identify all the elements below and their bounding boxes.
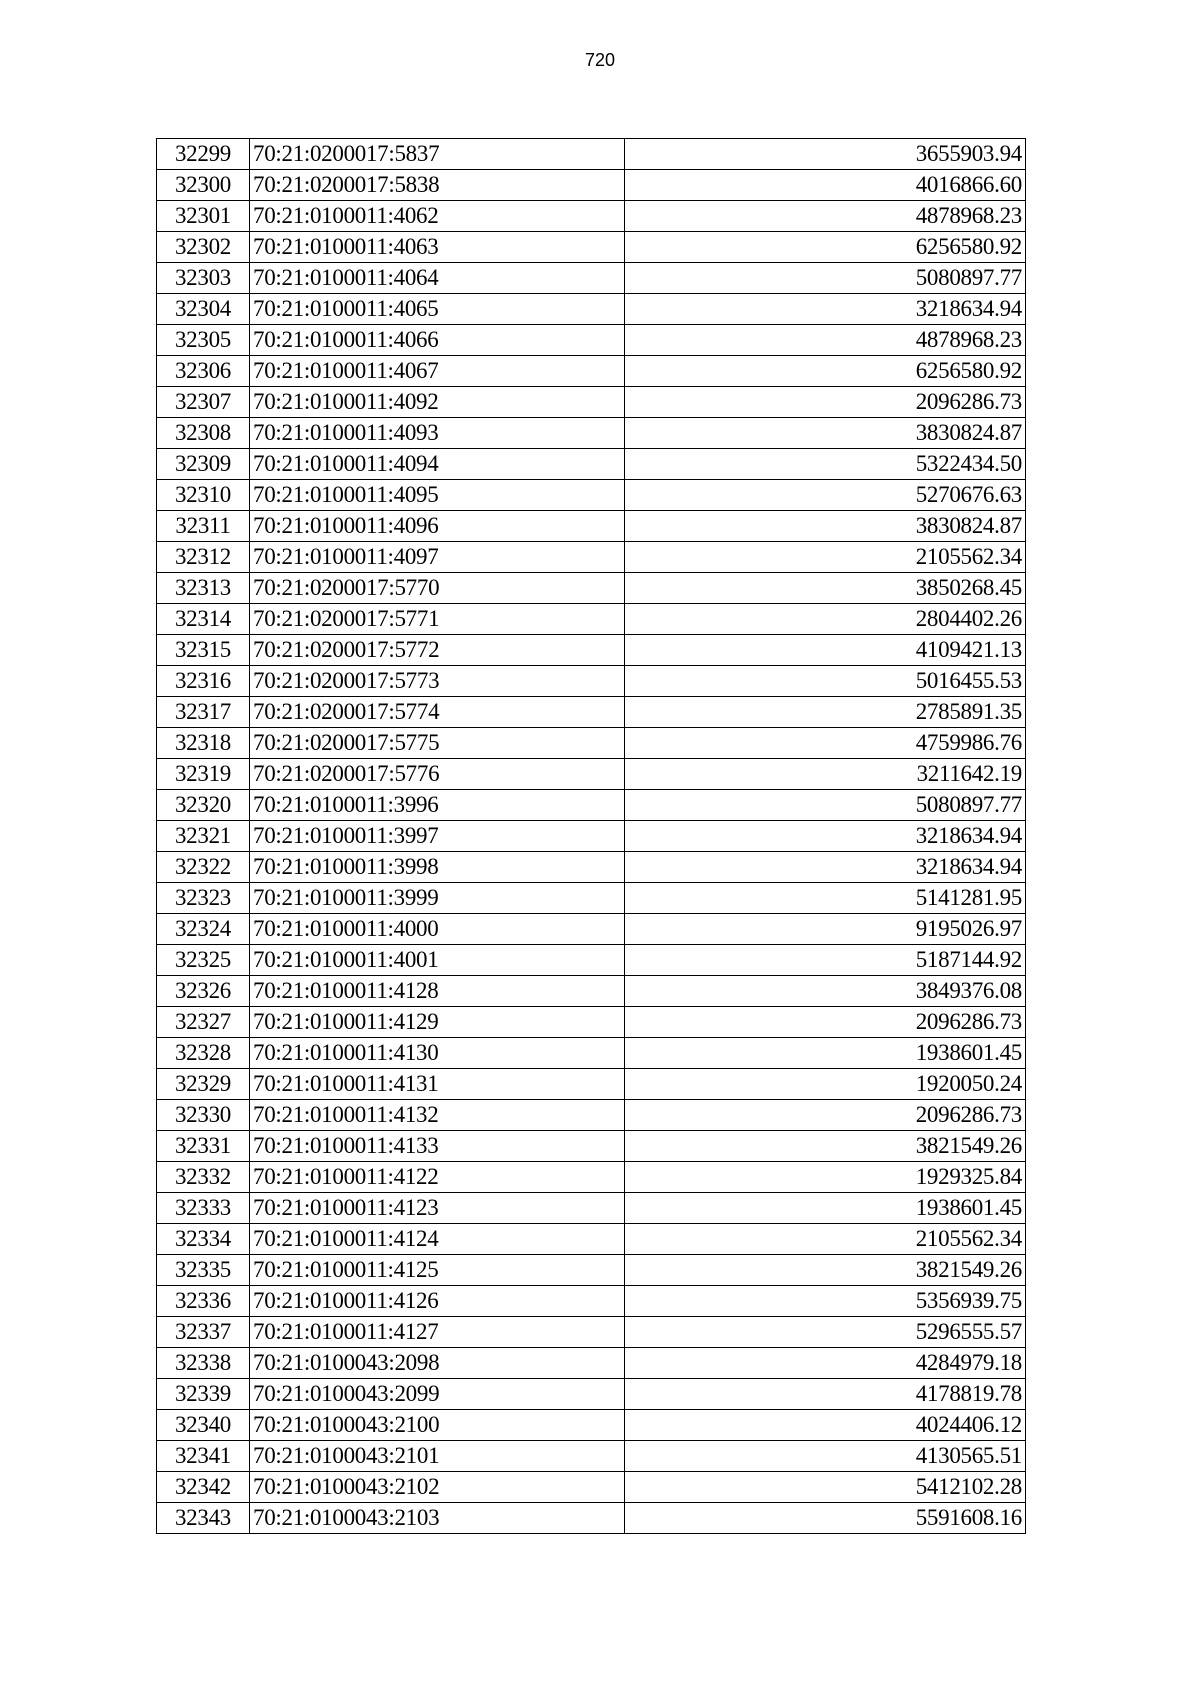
- table-row: [157, 914, 1026, 945]
- table-row: [157, 201, 1026, 232]
- cadastral-value-cell: 5016455.53: [625, 666, 1026, 697]
- cadastral-number-cell: 70:21:0200017:5772: [250, 635, 625, 666]
- row-number-cell: 32337: [157, 1317, 250, 1348]
- cadastral-number-cell: 70:21:0100043:2100: [250, 1410, 625, 1441]
- table-row: [157, 1503, 1026, 1534]
- table-row: [157, 883, 1026, 914]
- table-row: [157, 852, 1026, 883]
- cadastral-value-cell: 6256580.92: [625, 232, 1026, 263]
- cadastral-value-cell: 4878968.23: [625, 201, 1026, 232]
- table-row: [157, 1131, 1026, 1162]
- row-number-cell: 32335: [157, 1255, 250, 1286]
- row-number-cell: 32307: [157, 387, 250, 418]
- cadastral-number-cell: 70:21:0100011:4096: [250, 511, 625, 542]
- cadastral-number-cell: 70:21:0100011:4127: [250, 1317, 625, 1348]
- cadastral-value-cell: 4016866.60: [625, 170, 1026, 201]
- cadastral-number-cell: 70:21:0100043:2101: [250, 1441, 625, 1472]
- table-row: [157, 604, 1026, 635]
- table-row: [157, 666, 1026, 697]
- cadastral-number-cell: 70:21:0100011:4097: [250, 542, 625, 573]
- cadastral-value-cell: 1938601.45: [625, 1038, 1026, 1069]
- row-number-cell: 32318: [157, 728, 250, 759]
- table-row: [157, 1472, 1026, 1503]
- table-row: [157, 1379, 1026, 1410]
- page-number: 720: [584, 50, 616, 70]
- row-number-cell: 32322: [157, 852, 250, 883]
- cadastral-number-cell: 70:21:0100011:4093: [250, 418, 625, 449]
- row-number-cell: 32323: [157, 883, 250, 914]
- cadastral-value-cell: 9195026.97: [625, 914, 1026, 945]
- row-number-cell: 32338: [157, 1348, 250, 1379]
- cadastral-value-cell: 5412102.28: [625, 1472, 1026, 1503]
- cadastral-value-cell: 4759986.76: [625, 728, 1026, 759]
- table-row: [157, 232, 1026, 263]
- cadastral-value-cell: 4284979.18: [625, 1348, 1026, 1379]
- table-row: [157, 480, 1026, 511]
- cadastral-value-cell: 5270676.63: [625, 480, 1026, 511]
- cadastral-value-cell: 3830824.87: [625, 418, 1026, 449]
- cadastral-value-cell: 3849376.08: [625, 976, 1026, 1007]
- cadastral-number-cell: 70:21:0100011:4129: [250, 1007, 625, 1038]
- table-row: [157, 1224, 1026, 1255]
- row-number-cell: 32331: [157, 1131, 250, 1162]
- cadastral-value-cell: 2785891.35: [625, 697, 1026, 728]
- cadastral-value-cell: 5591608.16: [625, 1503, 1026, 1534]
- table-row: [157, 449, 1026, 480]
- cadastral-number-cell: 70:21:0100011:4062: [250, 201, 625, 232]
- row-number-cell: 32321: [157, 821, 250, 852]
- table-row: [157, 1069, 1026, 1100]
- row-number-cell: 32312: [157, 542, 250, 573]
- table-row: [157, 325, 1026, 356]
- cadastral-value-cell: 6256580.92: [625, 356, 1026, 387]
- table-row: [157, 1038, 1026, 1069]
- row-number-cell: 32333: [157, 1193, 250, 1224]
- row-number-cell: 32343: [157, 1503, 250, 1534]
- cadastral-value-cell: 2105562.34: [625, 1224, 1026, 1255]
- row-number-cell: 32314: [157, 604, 250, 635]
- cadastral-number-cell: 70:21:0100011:4130: [250, 1038, 625, 1069]
- row-number-cell: 32299: [157, 139, 250, 170]
- row-number-cell: 32317: [157, 697, 250, 728]
- cadastral-number-cell: 70:21:0100011:4131: [250, 1069, 625, 1100]
- row-number-cell: 32302: [157, 232, 250, 263]
- cadastral-value-cell: 3821549.26: [625, 1131, 1026, 1162]
- row-number-cell: 32310: [157, 480, 250, 511]
- cadastral-number-cell: 70:21:0200017:5776: [250, 759, 625, 790]
- cadastral-number-cell: 70:21:0100011:4132: [250, 1100, 625, 1131]
- cadastral-number-cell: 70:21:0100043:2098: [250, 1348, 625, 1379]
- row-number-cell: 32306: [157, 356, 250, 387]
- row-number-cell: 32304: [157, 294, 250, 325]
- cadastral-value-cell: 4878968.23: [625, 325, 1026, 356]
- row-number-cell: 32342: [157, 1472, 250, 1503]
- cadastral-value-cell: 5187144.92: [625, 945, 1026, 976]
- cadastral-value-table: [156, 138, 1026, 1534]
- cadastral-value-cell: 5080897.77: [625, 263, 1026, 294]
- table-row: [157, 170, 1026, 201]
- row-number-cell: 32328: [157, 1038, 250, 1069]
- table-row: [157, 1317, 1026, 1348]
- row-number-cell: 32301: [157, 201, 250, 232]
- table-row: [157, 635, 1026, 666]
- row-number-cell: 32311: [157, 511, 250, 542]
- cadastral-value-cell: 1920050.24: [625, 1069, 1026, 1100]
- cadastral-value-cell: 3830824.87: [625, 511, 1026, 542]
- cadastral-value-cell: 3850268.45: [625, 573, 1026, 604]
- cadastral-value-cell: 5080897.77: [625, 790, 1026, 821]
- cadastral-number-cell: 70:21:0100011:4133: [250, 1131, 625, 1162]
- table-row: [157, 573, 1026, 604]
- row-number-cell: 32329: [157, 1069, 250, 1100]
- cadastral-number-cell: 70:21:0100011:4000: [250, 914, 625, 945]
- cadastral-number-cell: 70:21:0100043:2099: [250, 1379, 625, 1410]
- cadastral-number-cell: 70:21:0200017:5837: [250, 139, 625, 170]
- cadastral-value-cell: 4024406.12: [625, 1410, 1026, 1441]
- row-number-cell: 32316: [157, 666, 250, 697]
- row-number-cell: 32313: [157, 573, 250, 604]
- row-number-cell: 32303: [157, 263, 250, 294]
- cadastral-number-cell: 70:21:0100011:4064: [250, 263, 625, 294]
- cadastral-value-cell: 3655903.94: [625, 139, 1026, 170]
- cadastral-number-cell: 70:21:0100011:4094: [250, 449, 625, 480]
- row-number-cell: 32336: [157, 1286, 250, 1317]
- cadastral-number-cell: 70:21:0100011:4001: [250, 945, 625, 976]
- cadastral-value-cell: 3211642.19: [625, 759, 1026, 790]
- cadastral-number-cell: 70:21:0100011:4122: [250, 1162, 625, 1193]
- cadastral-value-cell: 3821549.26: [625, 1255, 1026, 1286]
- cadastral-value-cell: 5322434.50: [625, 449, 1026, 480]
- table-row: [157, 418, 1026, 449]
- row-number-cell: 32325: [157, 945, 250, 976]
- table-row: [157, 511, 1026, 542]
- cadastral-value-cell: 2096286.73: [625, 1100, 1026, 1131]
- cadastral-number-cell: 70:21:0100011:4065: [250, 294, 625, 325]
- cadastral-number-cell: 70:21:0100011:4123: [250, 1193, 625, 1224]
- row-number-cell: 32308: [157, 418, 250, 449]
- table-row: [157, 387, 1026, 418]
- cadastral-number-cell: 70:21:0100011:4128: [250, 976, 625, 1007]
- table-row: [157, 697, 1026, 728]
- table-row: [157, 1348, 1026, 1379]
- table-row: [157, 1255, 1026, 1286]
- cadastral-value-cell: 2804402.26: [625, 604, 1026, 635]
- row-number-cell: 32341: [157, 1441, 250, 1472]
- table-row: [157, 821, 1026, 852]
- cadastral-number-cell: 70:21:0100011:3996: [250, 790, 625, 821]
- table-row: [157, 139, 1026, 170]
- cadastral-value-cell: 1929325.84: [625, 1162, 1026, 1193]
- table-row: [157, 790, 1026, 821]
- row-number-cell: 32334: [157, 1224, 250, 1255]
- cadastral-value-cell: 1938601.45: [625, 1193, 1026, 1224]
- row-number-cell: 32319: [157, 759, 250, 790]
- cadastral-value-cell: 2096286.73: [625, 1007, 1026, 1038]
- table-row: [157, 1286, 1026, 1317]
- cadastral-value-cell: 5356939.75: [625, 1286, 1026, 1317]
- table-row: [157, 945, 1026, 976]
- row-number-cell: 32300: [157, 170, 250, 201]
- cadastral-value-cell: 3218634.94: [625, 294, 1026, 325]
- cadastral-value-cell: 2105562.34: [625, 542, 1026, 573]
- row-number-cell: 32330: [157, 1100, 250, 1131]
- cadastral-number-cell: 70:21:0100011:3997: [250, 821, 625, 852]
- cadastral-number-cell: 70:21:0100043:2103: [250, 1503, 625, 1534]
- cadastral-number-cell: 70:21:0100011:4125: [250, 1255, 625, 1286]
- cadastral-number-cell: 70:21:0100011:4063: [250, 232, 625, 263]
- cadastral-number-cell: 70:21:0200017:5838: [250, 170, 625, 201]
- table-row: [157, 728, 1026, 759]
- cadastral-value-cell: 2096286.73: [625, 387, 1026, 418]
- cadastral-value-cell: 5141281.95: [625, 883, 1026, 914]
- row-number-cell: 32340: [157, 1410, 250, 1441]
- cadastral-number-cell: 70:21:0100011:4092: [250, 387, 625, 418]
- cadastral-number-cell: 70:21:0200017:5773: [250, 666, 625, 697]
- table-row: [157, 356, 1026, 387]
- cadastral-value-cell: 4109421.13: [625, 635, 1026, 666]
- row-number-cell: 32320: [157, 790, 250, 821]
- table-row: [157, 1100, 1026, 1131]
- row-number-cell: 32332: [157, 1162, 250, 1193]
- cadastral-number-cell: 70:21:0200017:5770: [250, 573, 625, 604]
- cadastral-value-cell: 3218634.94: [625, 821, 1026, 852]
- table-row: [157, 1441, 1026, 1472]
- row-number-cell: 32327: [157, 1007, 250, 1038]
- cadastral-number-cell: 70:21:0100011:4124: [250, 1224, 625, 1255]
- row-number-cell: 32324: [157, 914, 250, 945]
- cadastral-number-cell: 70:21:0100011:4066: [250, 325, 625, 356]
- row-number-cell: 32326: [157, 976, 250, 1007]
- row-number-cell: 32339: [157, 1379, 250, 1410]
- cadastral-number-cell: 70:21:0100043:2102: [250, 1472, 625, 1503]
- table-row: [157, 1410, 1026, 1441]
- table-row: [157, 759, 1026, 790]
- row-number-cell: 32309: [157, 449, 250, 480]
- table-row: [157, 294, 1026, 325]
- cadastral-number-cell: 70:21:0100011:4126: [250, 1286, 625, 1317]
- table-row: [157, 263, 1026, 294]
- table-row: [157, 1193, 1026, 1224]
- cadastral-number-cell: 70:21:0100011:4067: [250, 356, 625, 387]
- cadastral-number-cell: 70:21:0200017:5771: [250, 604, 625, 635]
- table-row: [157, 1007, 1026, 1038]
- cadastral-value-cell: 4178819.78: [625, 1379, 1026, 1410]
- table-row: [157, 542, 1026, 573]
- table-row: [157, 1162, 1026, 1193]
- cadastral-number-cell: 70:21:0200017:5774: [250, 697, 625, 728]
- cadastral-value-cell: 5296555.57: [625, 1317, 1026, 1348]
- row-number-cell: 32305: [157, 325, 250, 356]
- cadastral-number-cell: 70:21:0100011:3998: [250, 852, 625, 883]
- cadastral-number-cell: 70:21:0100011:4095: [250, 480, 625, 511]
- cadastral-number-cell: 70:21:0200017:5775: [250, 728, 625, 759]
- row-number-cell: 32315: [157, 635, 250, 666]
- cadastral-value-cell: 4130565.51: [625, 1441, 1026, 1472]
- table-row: [157, 976, 1026, 1007]
- cadastral-value-cell: 3218634.94: [625, 852, 1026, 883]
- cadastral-number-cell: 70:21:0100011:3999: [250, 883, 625, 914]
- table-body: [157, 139, 1026, 1534]
